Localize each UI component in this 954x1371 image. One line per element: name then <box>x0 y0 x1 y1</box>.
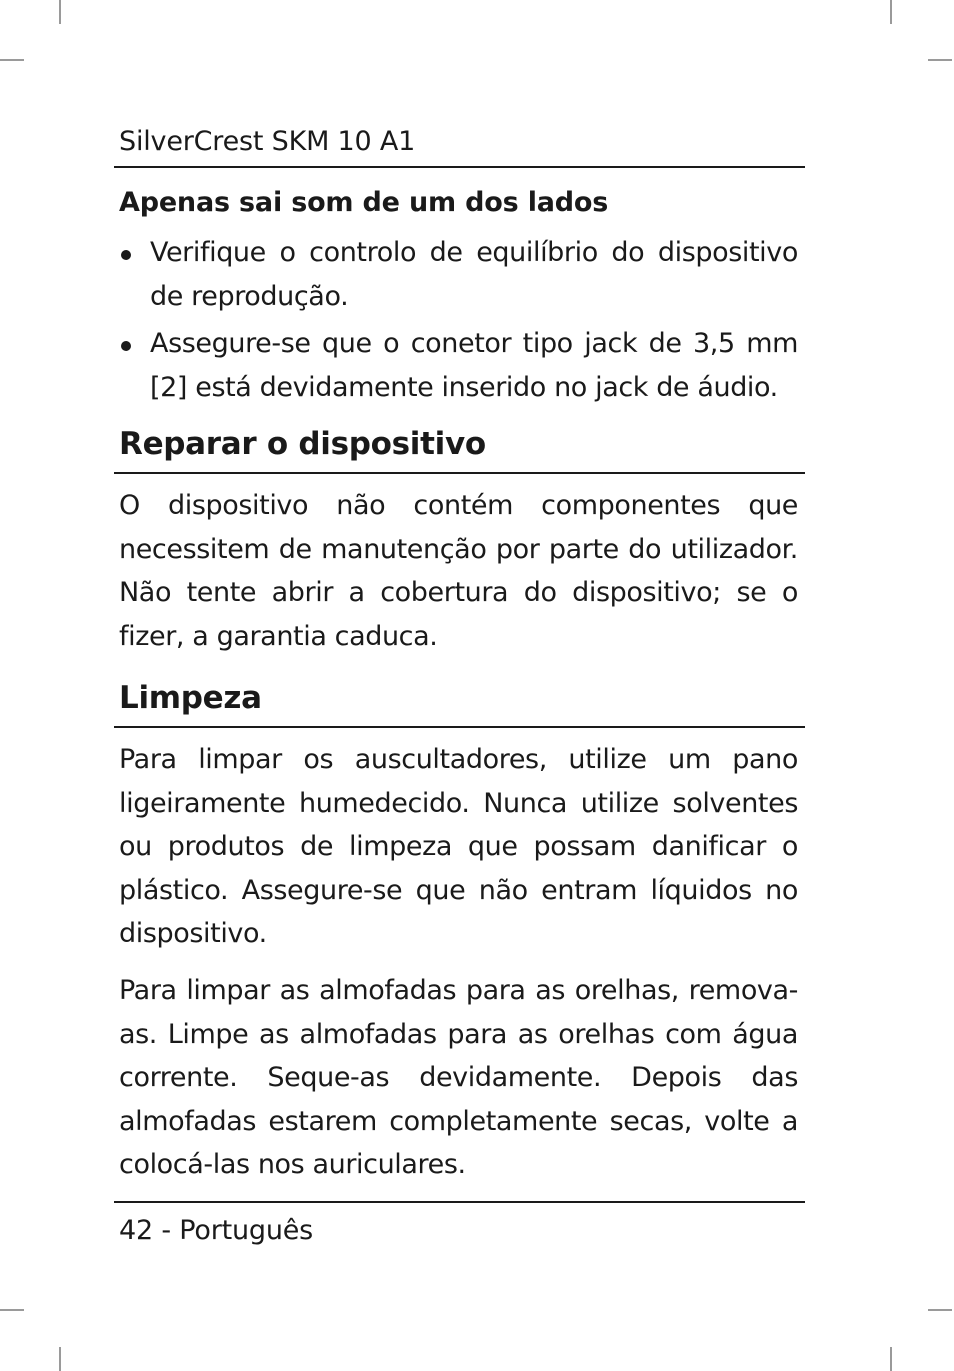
bullet-item <box>119 322 798 409</box>
header-rule <box>114 166 805 168</box>
heading-cleaning: Limpeza <box>119 680 262 716</box>
footer-rule <box>114 1201 805 1203</box>
crop-mark-top-right-horizontal <box>928 59 952 61</box>
repair-paragraph: O dispositivo não contém componentes que necessitem de manutenção por parte do utilizador. Não tente abrir a cobertura do dispositivo; se o fizer, a garantia caduca. <box>119 490 798 652</box>
crop-mark-bottom-right-vertical <box>890 1347 892 1371</box>
heading-one-side-sound: Apenas sai som de um dos lados <box>119 187 609 218</box>
crop-mark-bottom-left-vertical <box>59 1347 61 1371</box>
running-header-title: SilverCrest SKM 10 A1 <box>119 126 416 157</box>
cleaning-paragraph-2: Para limpar as almofadas para as orelhas, remova-as. Limpe as almofadas para as orelhas com água corrente. Seque-as devidamente. Depois das almofadas estarem completamente secas, volte a colocá-las nos auriculares. <box>119 975 798 1180</box>
page-number-footer: 42 - Português <box>119 1215 314 1246</box>
crop-mark-top-left-vertical <box>59 0 61 24</box>
bullet-icon <box>121 341 131 351</box>
heading-repair-device: Reparar o dispositivo <box>119 426 486 462</box>
bullet-text: Verifique o controlo de equilíbrio do dispositivo de reprodução. <box>150 237 798 312</box>
bullet-icon <box>121 250 131 260</box>
cleaning-paragraph-1: Para limpar os auscultadores, utilize um pano ligeiramente humedecido. Nunca utilize solventes ou produtos de limpeza que possam danificar o plástico. Assegure-se que não entram líquidos no dispositivo. <box>119 744 798 949</box>
section-rule-cleaning <box>114 726 805 728</box>
bullet-text: Assegure-se que o conetor tipo jack de 3,5 mm [2] está devidamente inserido no jack de áudio. <box>150 328 798 403</box>
section-rule-repair <box>114 472 805 474</box>
crop-mark-bottom-left-horizontal <box>0 1309 24 1311</box>
crop-mark-top-right-vertical <box>890 0 892 24</box>
crop-mark-top-left-horizontal <box>0 59 24 61</box>
crop-mark-bottom-right-horizontal <box>928 1309 952 1311</box>
bullet-item <box>119 231 798 318</box>
